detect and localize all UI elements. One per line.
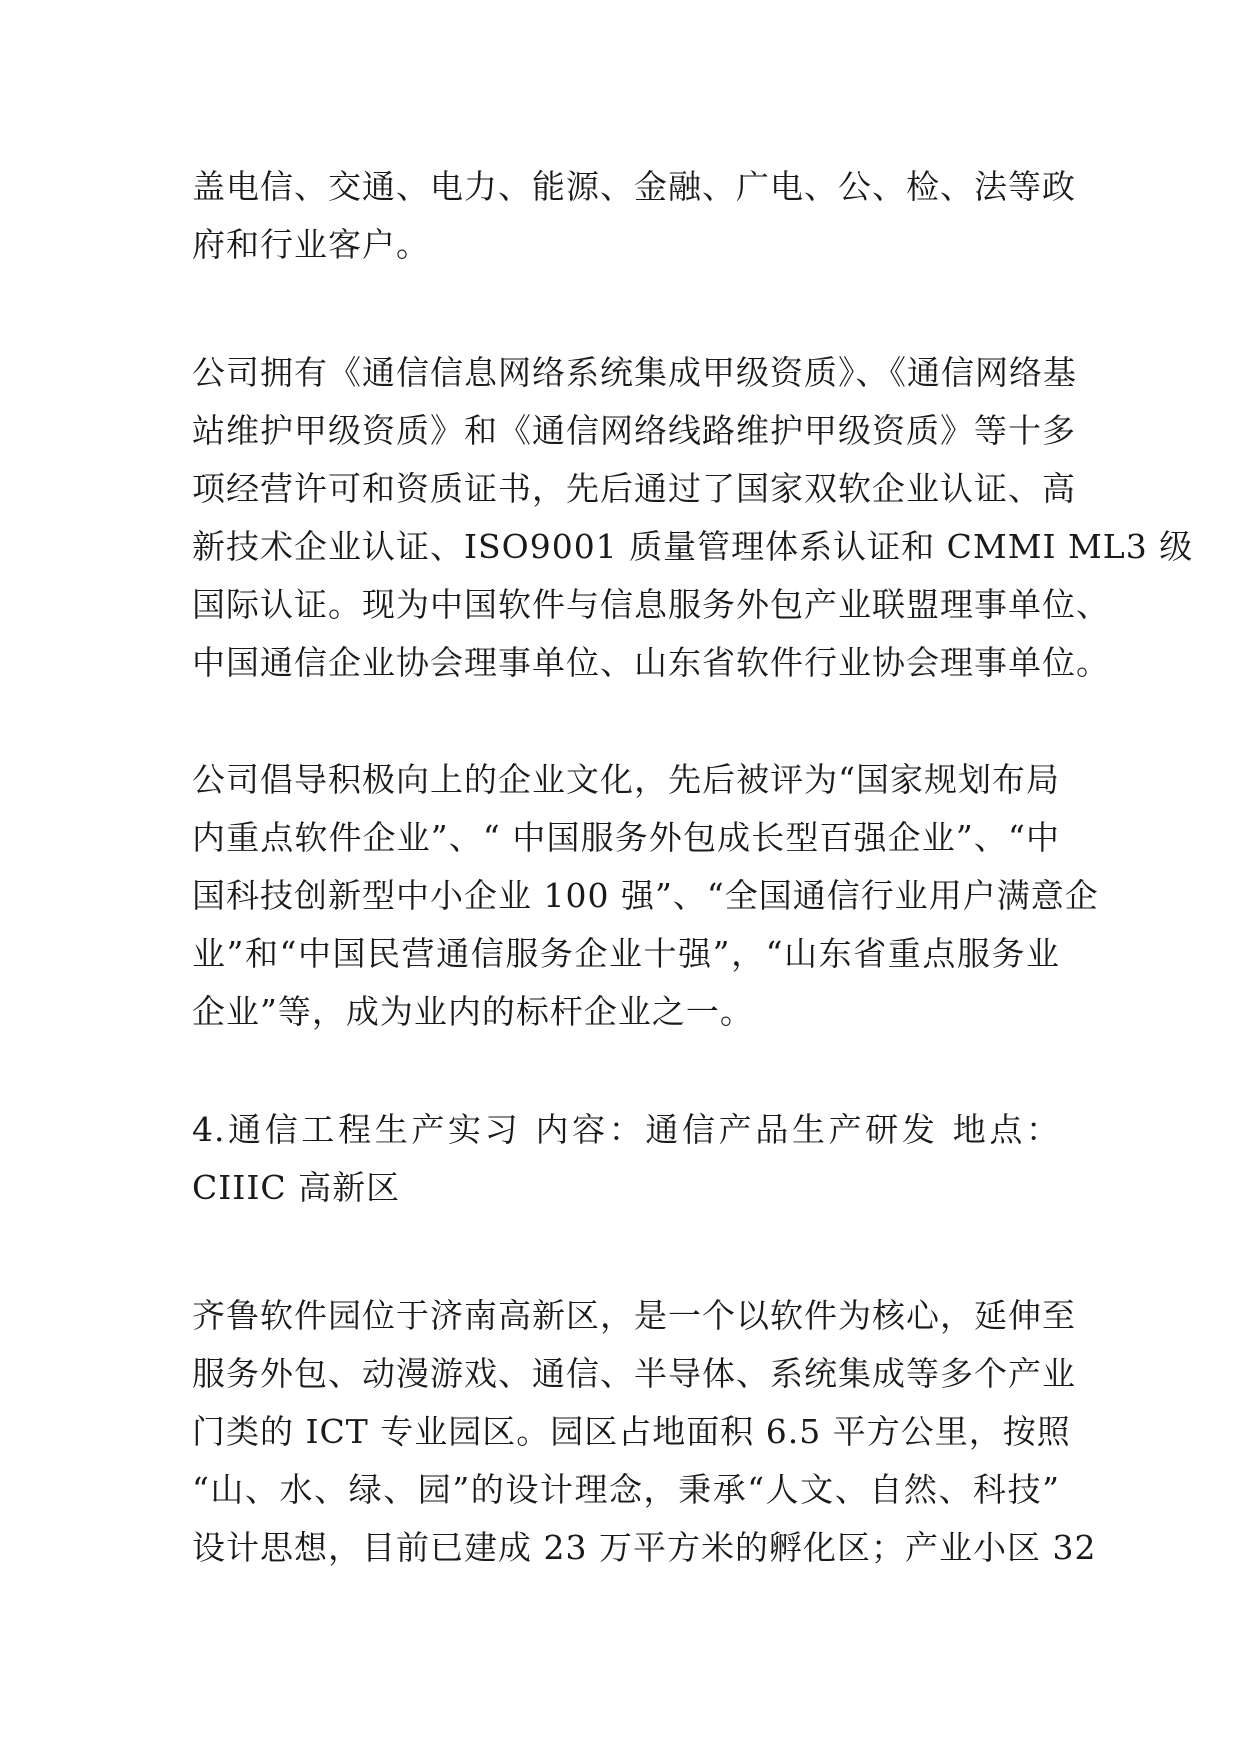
text-line: CIIIC 高新区 [192, 1168, 401, 1207]
paragraph-clients [192, 158, 1076, 274]
text-line: 企业”等，成为业内的标杆企业之一。 [192, 992, 754, 1031]
section-heading-internship [192, 1101, 1060, 1217]
text-line: 府和行业客户。 [192, 225, 430, 264]
text-line: 新技术企业认证、ISO9001 质量管理体系认证和 CMMI ML3 级 [192, 527, 1194, 566]
text-line: “山、水、绿、园”的设计理念，秉承“人文、自然、科技” [192, 1470, 1060, 1509]
text-line: 公司倡导积极向上的企业文化，先后被评为“国家规划布局 [192, 760, 1060, 799]
text-line: 齐鲁软件园位于济南高新区，是一个以软件为核心，延伸至 [192, 1296, 1076, 1335]
text-line: 国际认证。现为中国软件与信息服务外包产业联盟理事单位、 [192, 585, 1110, 624]
paragraph-qualifications [192, 344, 1194, 692]
paragraph-software-park [192, 1287, 1097, 1577]
text-line: 设计思想，目前已建成 23 万平方米的孵化区；产业小区 32 [192, 1528, 1097, 1567]
text-line: 门类的 ICT 专业园区。园区占地面积 6.5 平方公里，按照 [192, 1412, 1071, 1451]
text-line: 业”和“中国民营通信服务企业十强”，“山东省重点服务业 [192, 934, 1060, 973]
text-line: 盖电信、交通、电力、能源、金融、广电、公、检、法等政 [192, 167, 1076, 206]
text-line: 国科技创新型中小企业 100 强”、“全国通信行业用户满意企 [192, 876, 1099, 915]
text-line: 中国通信企业协会理事单位、山东省软件行业协会理事单位。 [192, 643, 1110, 682]
text-line: 站维护甲级资质》和《通信网络线路维护甲级资质》等十多 [192, 411, 1076, 450]
text-line: 4.通信工程生产实习 内容：通信产品生产研发 地点： [192, 1110, 1060, 1149]
text-line: 服务外包、动漫游戏、通信、半导体、系统集成等多个产业 [192, 1354, 1076, 1393]
text-line: 项经营许可和资质证书，先后通过了国家双软企业认证、高 [192, 469, 1076, 508]
paragraph-culture-awards [192, 751, 1099, 1041]
text-line: 内重点软件企业”、“ 中国服务外包成长型百强企业”、“中 [192, 818, 1060, 857]
text-line: 公司拥有《通信信息网络系统集成甲级资质》、《通信网络基 [192, 353, 1077, 392]
